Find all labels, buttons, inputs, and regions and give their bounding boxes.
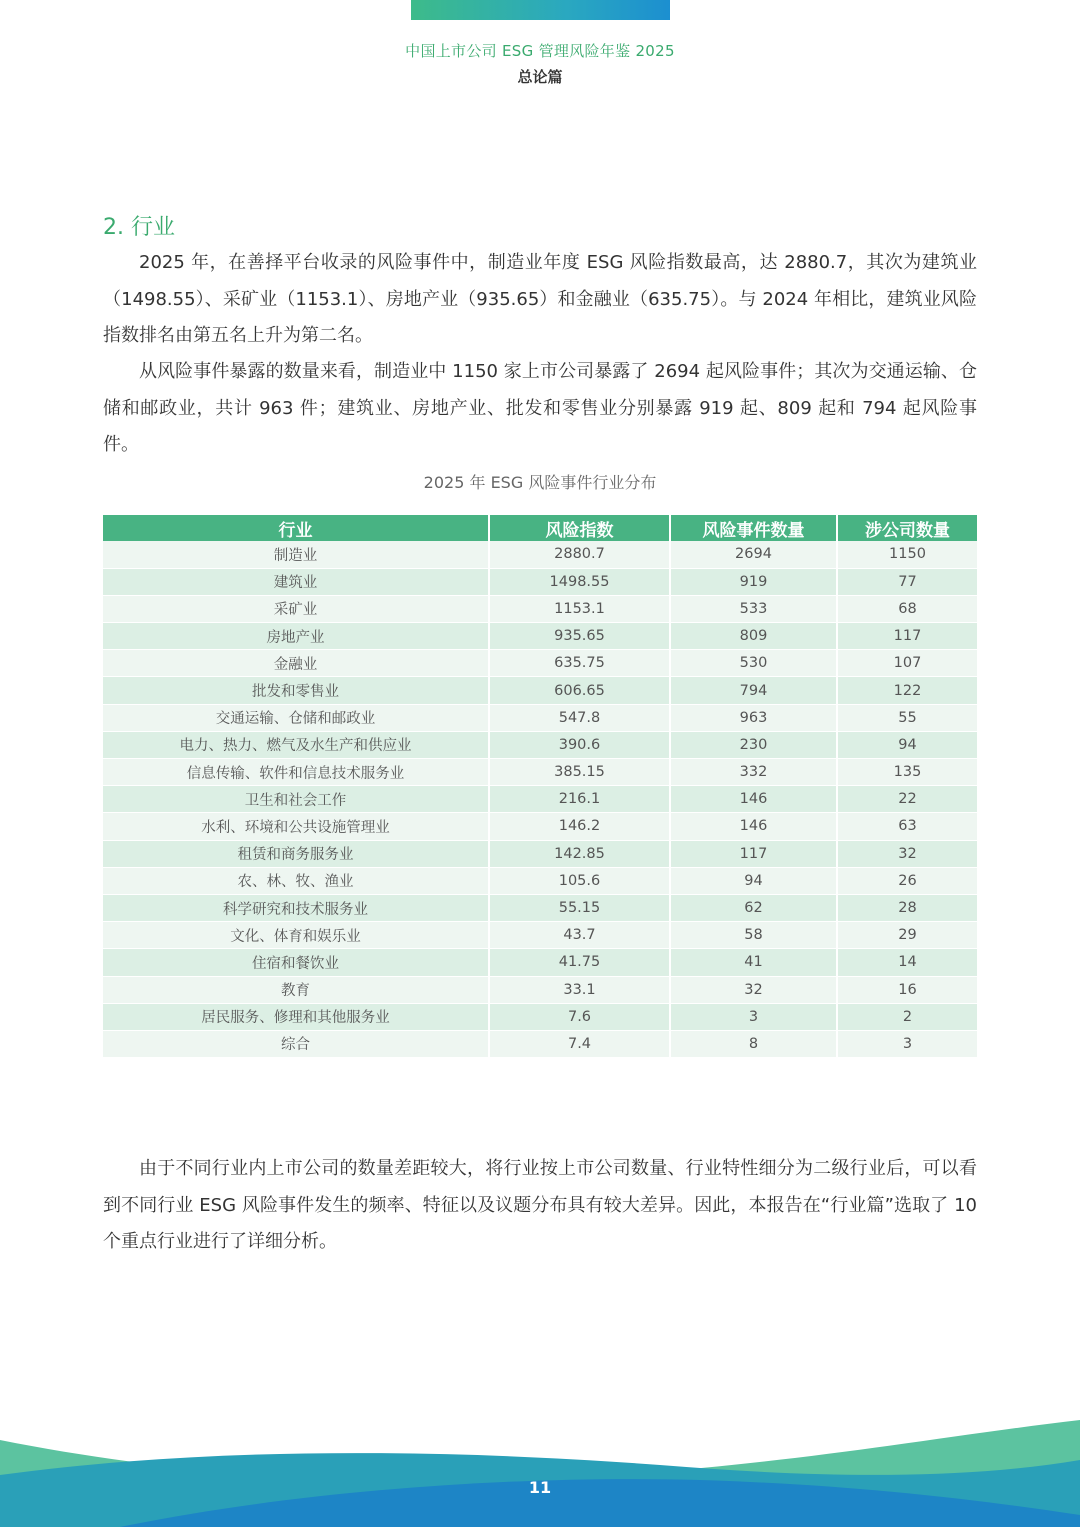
cell-industry: 教育 bbox=[103, 976, 489, 1003]
cell-company-count: 16 bbox=[837, 976, 977, 1003]
paragraph-risk-index: 2025 年，在善择平台收录的风险事件中，制造业年度 ESG 风险指数最高，达 2880.7，其次为建筑业（1498.55）、采矿业（1153.1）、房地产业（935.65）和金融业（635.75）。与 2024 年相比，建筑业风险指数排名由第五名上升为第二名。 bbox=[103, 252, 977, 346]
table-header-row bbox=[103, 515, 977, 541]
footer-waves bbox=[0, 1420, 1080, 1527]
cell-event-count: 919 bbox=[670, 568, 837, 595]
cell-industry: 水利、环境和公共设施管理业 bbox=[103, 813, 489, 840]
cell-company-count: 26 bbox=[837, 867, 977, 894]
cell-industry: 信息传输、软件和信息技术服务业 bbox=[103, 759, 489, 786]
industry-risk-table bbox=[103, 515, 977, 1058]
table-row bbox=[103, 623, 977, 650]
table-row bbox=[103, 759, 977, 786]
cell-event-count: 230 bbox=[670, 731, 837, 758]
cell-risk-index: 142.85 bbox=[489, 840, 670, 867]
cell-risk-index: 1498.55 bbox=[489, 568, 670, 595]
cell-risk-index: 7.4 bbox=[489, 1030, 670, 1057]
cell-company-count: 122 bbox=[837, 677, 977, 704]
header-event-count: 风险事件数量 bbox=[670, 515, 837, 541]
table-row bbox=[103, 568, 977, 595]
report-subtitle: 总论篇 bbox=[517, 68, 563, 86]
cell-company-count: 94 bbox=[837, 731, 977, 758]
cell-event-count: 3 bbox=[670, 1003, 837, 1030]
cell-industry: 金融业 bbox=[103, 650, 489, 677]
cell-event-count: 533 bbox=[670, 595, 837, 622]
table-row bbox=[103, 541, 977, 568]
paragraph-industry-note: 由于不同行业内上市公司的数量差距较大，将行业按上市公司数量、行业特性细分为二级行业后，可以看到不同行业 ESG 风险事件发生的频率、特征以及议题分布具有较大差异。因此，本报告在“行业篇”选取了 10 个重点行业进行了详细分析。 bbox=[103, 1158, 977, 1252]
cell-event-count: 809 bbox=[670, 623, 837, 650]
cell-risk-index: 105.6 bbox=[489, 867, 670, 894]
cell-industry: 住宿和餐饮业 bbox=[103, 949, 489, 976]
table-row bbox=[103, 894, 977, 921]
cell-risk-index: 635.75 bbox=[489, 650, 670, 677]
cell-company-count: 55 bbox=[837, 704, 977, 731]
cell-industry: 综合 bbox=[103, 1030, 489, 1057]
cell-risk-index: 7.6 bbox=[489, 1003, 670, 1030]
header-industry: 行业 bbox=[103, 515, 489, 541]
cell-company-count: 117 bbox=[837, 623, 977, 650]
cell-company-count: 3 bbox=[837, 1030, 977, 1057]
cell-event-count: 794 bbox=[670, 677, 837, 704]
cell-risk-index: 385.15 bbox=[489, 759, 670, 786]
paragraph-event-count: 从风险事件暴露的数量来看，制造业中 1150 家上市公司暴露了 2694 起风险事件；其次为交通运输、仓储和邮政业，共计 963 件；建筑业、房地产业、批发和零售业分别暴露 919 起、809 起和 794 起风险事件。 bbox=[103, 361, 977, 455]
cell-industry: 租赁和商务服务业 bbox=[103, 840, 489, 867]
table-body bbox=[103, 541, 977, 1058]
cell-event-count: 58 bbox=[670, 922, 837, 949]
header-risk-index: 风险指数 bbox=[489, 515, 670, 541]
table-row bbox=[103, 731, 977, 758]
cell-risk-index: 43.7 bbox=[489, 922, 670, 949]
cell-industry: 交通运输、仓储和邮政业 bbox=[103, 704, 489, 731]
section-heading: 2. 行业 bbox=[103, 215, 175, 240]
table-row bbox=[103, 949, 977, 976]
cell-industry: 电力、热力、燃气及水生产和供应业 bbox=[103, 731, 489, 758]
cell-event-count: 117 bbox=[670, 840, 837, 867]
cell-company-count: 14 bbox=[837, 949, 977, 976]
cell-company-count: 135 bbox=[837, 759, 977, 786]
table-row bbox=[103, 595, 977, 622]
cell-risk-index: 216.1 bbox=[489, 786, 670, 813]
cell-industry: 采矿业 bbox=[103, 595, 489, 622]
cell-risk-index: 2880.7 bbox=[489, 541, 670, 568]
cell-industry: 农、林、牧、渔业 bbox=[103, 867, 489, 894]
cell-company-count: 28 bbox=[837, 894, 977, 921]
table-row bbox=[103, 867, 977, 894]
cell-company-count: 63 bbox=[837, 813, 977, 840]
cell-industry: 建筑业 bbox=[103, 568, 489, 595]
cell-company-count: 68 bbox=[837, 595, 977, 622]
table-row bbox=[103, 1003, 977, 1030]
cell-company-count: 22 bbox=[837, 786, 977, 813]
cell-risk-index: 33.1 bbox=[489, 976, 670, 1003]
cell-risk-index: 55.15 bbox=[489, 894, 670, 921]
cell-company-count: 77 bbox=[837, 568, 977, 595]
cell-event-count: 530 bbox=[670, 650, 837, 677]
cell-risk-index: 390.6 bbox=[489, 731, 670, 758]
cell-risk-index: 547.8 bbox=[489, 704, 670, 731]
table-row bbox=[103, 786, 977, 813]
cell-event-count: 94 bbox=[670, 867, 837, 894]
cell-event-count: 32 bbox=[670, 976, 837, 1003]
cell-risk-index: 935.65 bbox=[489, 623, 670, 650]
cell-company-count: 107 bbox=[837, 650, 977, 677]
cell-risk-index: 146.2 bbox=[489, 813, 670, 840]
cell-event-count: 8 bbox=[670, 1030, 837, 1057]
cell-industry: 科学研究和技术服务业 bbox=[103, 894, 489, 921]
cell-event-count: 41 bbox=[670, 949, 837, 976]
cell-industry: 制造业 bbox=[103, 541, 489, 568]
cell-industry: 文化、体育和娱乐业 bbox=[103, 922, 489, 949]
table-row bbox=[103, 813, 977, 840]
report-title: 中国上市公司 ESG 管理风险年鉴 2025 bbox=[405, 42, 675, 60]
cell-industry: 居民服务、修理和其他服务业 bbox=[103, 1003, 489, 1030]
cell-company-count: 1150 bbox=[837, 541, 977, 568]
table-row bbox=[103, 976, 977, 1003]
cell-industry: 卫生和社会工作 bbox=[103, 786, 489, 813]
cell-company-count: 29 bbox=[837, 922, 977, 949]
table-caption: 2025 年 ESG 风险事件行业分布 bbox=[423, 473, 657, 492]
table-row bbox=[103, 677, 977, 704]
cell-risk-index: 1153.1 bbox=[489, 595, 670, 622]
table-row bbox=[103, 704, 977, 731]
header-company-count: 涉公司数量 bbox=[837, 515, 977, 541]
cell-event-count: 62 bbox=[670, 894, 837, 921]
cell-risk-index: 41.75 bbox=[489, 949, 670, 976]
table-row bbox=[103, 840, 977, 867]
cell-risk-index: 606.65 bbox=[489, 677, 670, 704]
cell-industry: 房地产业 bbox=[103, 623, 489, 650]
cell-event-count: 146 bbox=[670, 813, 837, 840]
cell-event-count: 332 bbox=[670, 759, 837, 786]
table-row bbox=[103, 922, 977, 949]
cell-event-count: 963 bbox=[670, 704, 837, 731]
cell-event-count: 146 bbox=[670, 786, 837, 813]
table-row bbox=[103, 650, 977, 677]
cell-company-count: 2 bbox=[837, 1003, 977, 1030]
table-row bbox=[103, 1030, 977, 1057]
page-number: 11 bbox=[528, 1478, 552, 1497]
cell-event-count: 2694 bbox=[670, 541, 837, 568]
header-accent-bar bbox=[411, 0, 670, 20]
cell-industry: 批发和零售业 bbox=[103, 677, 489, 704]
cell-company-count: 32 bbox=[837, 840, 977, 867]
